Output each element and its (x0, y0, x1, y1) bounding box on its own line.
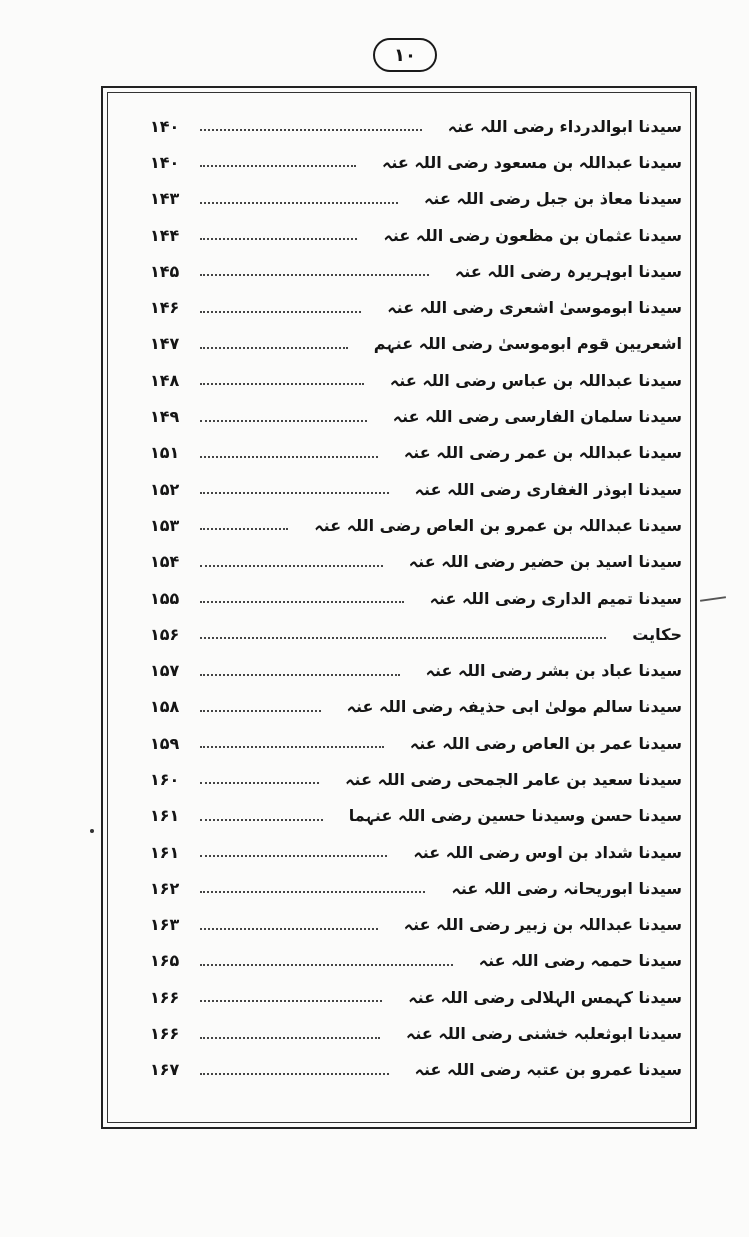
toc-entry (150, 289, 682, 325)
dot-leader (200, 1000, 382, 1002)
toc-entry (150, 580, 682, 616)
toc-entry-page: ۱۵۶ (150, 624, 180, 644)
toc-entry-title: سیدنا تمیم الداری رضی اللہ عنہ (429, 588, 682, 608)
toc-entry-title: سیدنا ابوالدرداء رضی اللہ عنہ (447, 116, 682, 136)
toc-entry-page: ۱۵۱ (150, 443, 180, 463)
dot-leader (200, 274, 429, 276)
dot-leader (200, 601, 404, 603)
dot-leader (200, 855, 387, 857)
toc-entry (150, 979, 682, 1015)
dot-leader (200, 238, 357, 240)
toc-entry (150, 144, 682, 180)
toc-entry (150, 326, 682, 362)
toc-entry (150, 1015, 682, 1051)
toc-entry (150, 907, 682, 943)
toc-entry-page: ۱۶۳ (150, 915, 180, 935)
toc-entry-title: سیدنا کہمس الہلالی رضی اللہ عنہ (408, 987, 682, 1007)
toc-entry (150, 181, 682, 217)
toc-entry-title: سیدنا شداد بن اوس رضی اللہ عنہ (413, 842, 682, 862)
toc-entry-title: سیدنا عثمان بن مظعون رضی اللہ عنہ (383, 225, 682, 245)
dot-leader (200, 819, 323, 821)
dot-leader (200, 637, 606, 639)
toc-entry (150, 362, 682, 398)
toc-entry-page: ۱۶۷ (150, 1060, 180, 1080)
toc-entry-page: ۱۵۴ (150, 552, 180, 572)
toc-entry-title: سیدنا عبداللہ بن زبیر رضی اللہ عنہ (403, 915, 682, 935)
toc-entry (150, 834, 682, 870)
toc-entry (150, 870, 682, 906)
toc-entry (150, 1052, 682, 1088)
toc-entry-title: سیدنا ابوذر الغفاری رضی اللہ عنہ (414, 479, 682, 499)
toc-entry-page: ۱۵۷ (150, 661, 180, 681)
toc-entry-title: سیدنا عبداللہ بن عمر رضی اللہ عنہ (403, 443, 682, 463)
toc-entry-page: ۱۴۶ (150, 298, 180, 318)
toc-entry-title: سیدنا معاذ بن جبل رضی اللہ عنہ (424, 189, 682, 209)
toc-entry (150, 398, 682, 434)
toc-entry-page: ۱۶۱ (150, 806, 180, 826)
toc-entry-page: ۱۴۴ (150, 225, 180, 245)
toc-entry (150, 217, 682, 253)
toc-entry (150, 108, 682, 144)
toc-entry (150, 689, 682, 725)
toc-entry-title: سیدنا سالم مولیٰ ابی حذیفہ رضی اللہ عنہ (346, 697, 682, 717)
table-of-contents (150, 108, 682, 1088)
toc-entry (150, 544, 682, 580)
dot-leader (200, 565, 383, 567)
toc-entry-title: سیدنا عمر بن العاص رضی اللہ عنہ (409, 733, 682, 753)
toc-entry-title: سیدنا اسید بن حضیر رضی اللہ عنہ (408, 552, 682, 572)
dot-leader (200, 129, 422, 131)
dot-leader (200, 202, 398, 204)
toc-entry-page: ۱۵۹ (150, 733, 180, 753)
toc-entry-title: سیدنا ابوموسیٰ اشعری رضی اللہ عنہ (387, 298, 682, 318)
toc-entry (150, 253, 682, 289)
dot-leader (200, 746, 384, 748)
toc-entry-title: سیدنا عباد بن بشر رضی اللہ عنہ (425, 661, 682, 681)
toc-entry-page: ۱۴۰ (150, 116, 180, 136)
dot-leader (200, 528, 288, 530)
dot-leader (200, 710, 321, 712)
dot-leader (200, 420, 367, 422)
toc-entry-title: سیدنا سلمان الفارسی رضی اللہ عنہ (392, 407, 682, 427)
dot-leader (200, 383, 364, 385)
toc-entry-title: سیدنا عبداللہ بن مسعود رضی اللہ عنہ (381, 152, 682, 172)
margin-ink-dot (90, 829, 94, 833)
toc-entry-title: سیدنا ابوریحانہ رضی اللہ عنہ (451, 878, 682, 898)
toc-entry-page: ۱۴۷ (150, 334, 180, 354)
toc-entry-page: ۱۴۰ (150, 152, 180, 172)
toc-entry-title: سیدنا ابوثعلبہ خشنی رضی اللہ عنہ (406, 1024, 682, 1044)
toc-entry (150, 798, 682, 834)
toc-entry-title: سیدنا حممہ رضی اللہ عنہ (478, 951, 682, 971)
toc-entry-page: ۱۶۱ (150, 842, 180, 862)
page-number: ۱۰ (394, 44, 416, 66)
dot-leader (200, 347, 348, 349)
dot-leader (200, 311, 361, 313)
toc-entry (150, 761, 682, 797)
toc-entry-page: ۱۵۲ (150, 479, 180, 499)
dot-leader (200, 492, 389, 494)
dot-leader (200, 674, 400, 676)
toc-entry-title: سیدنا عمرو بن عتبہ رضی اللہ عنہ (414, 1060, 682, 1080)
toc-entry-page: ۱۶۰ (150, 769, 180, 789)
toc-entry-title: اشعریین قوم ابوموسیٰ رضی اللہ عنہم (373, 334, 682, 354)
dot-leader (200, 1073, 389, 1075)
page-number-badge (373, 38, 437, 72)
toc-entry-page: ۱۶۲ (150, 878, 180, 898)
dot-leader (200, 928, 378, 930)
toc-entry-page: ۱۴۳ (150, 189, 180, 209)
toc-entry-title: سیدنا عبداللہ بن عمرو بن العاص رضی اللہ عنہ (314, 515, 682, 535)
toc-entry-title: سیدنا ابوہریرہ رضی اللہ عنہ (454, 261, 682, 281)
toc-entry (150, 725, 682, 761)
dot-leader (200, 1037, 380, 1039)
toc-entry (150, 471, 682, 507)
toc-entry (150, 507, 682, 543)
toc-entry-title: سیدنا حسن وسیدنا حسین رضی اللہ عنہما (348, 806, 682, 826)
dot-leader (200, 964, 453, 966)
toc-entry (150, 652, 682, 688)
toc-entry-page: ۱۴۹ (150, 407, 180, 427)
toc-entry-title: حکایت (632, 624, 682, 644)
toc-entry-title: سیدنا سعید بن عامر الجمحی رضی اللہ عنہ (345, 769, 682, 789)
toc-entry-page: ۱۵۳ (150, 515, 180, 535)
dot-leader (200, 165, 356, 167)
margin-pen-mark (700, 596, 726, 602)
toc-entry-page: ۱۴۵ (150, 261, 180, 281)
dot-leader (200, 782, 319, 784)
toc-entry-title: سیدنا عبداللہ بن عباس رضی اللہ عنہ (389, 370, 682, 390)
toc-entry-page: ۱۴۸ (150, 370, 180, 390)
toc-entry-page: ۱۵۸ (150, 697, 180, 717)
dot-leader (200, 456, 378, 458)
toc-entry (150, 616, 682, 652)
toc-entry-page: ۱۶۵ (150, 951, 180, 971)
toc-entry-page: ۱۶۶ (150, 1024, 180, 1044)
toc-entry (150, 943, 682, 979)
dot-leader (200, 891, 425, 893)
toc-entry (150, 435, 682, 471)
toc-entry-page: ۱۵۵ (150, 588, 180, 608)
toc-entry-page: ۱۶۶ (150, 987, 180, 1007)
